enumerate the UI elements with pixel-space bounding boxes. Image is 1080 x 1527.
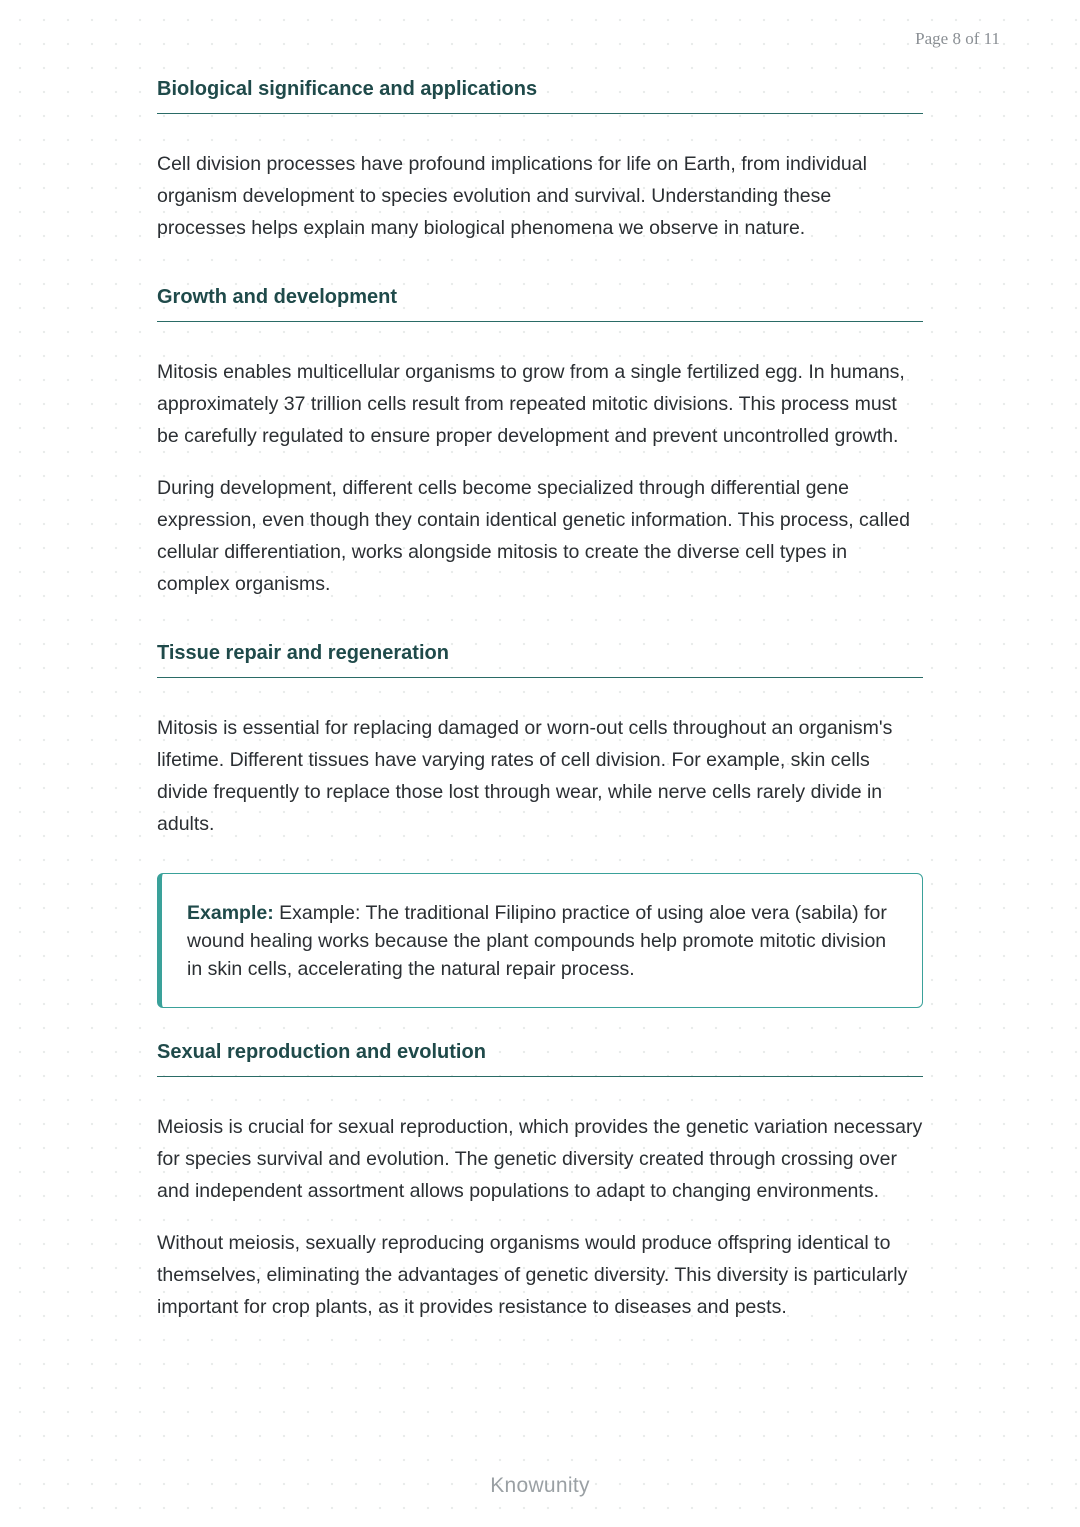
example-label: Example:	[187, 902, 274, 924]
paragraph-cell-division-implications: Cell division processes have profound implications for life on Earth, from individual organism development to species evolution and survival. Understanding these processes helps explain many biological phenomena we observe in nature.	[157, 153, 867, 239]
section-heading-sexual-reproduction: Sexual reproduction and evolution	[157, 1041, 923, 1077]
footer-brand-logo: Knowunity	[490, 1474, 590, 1497]
paragraph-cellular-differentiation: During development, different cells become specialized through differential gene expression, even though they contain identical genetic information. This process, called cellular differentiation, works alongside mitosis to create the diverse cell types in complex organisms.	[157, 477, 910, 595]
example-text	[187, 899, 894, 983]
page-number: Page 8 of 11	[915, 29, 1000, 48]
section-heading-tissue-repair: Tissue repair and regeneration	[157, 642, 923, 678]
paragraph-meiosis-variation: Meiosis is crucial for sexual reproduction, which provides the genetic variation necessary for species survival and evolution. The genetic diversity created through crossing over and independent assortment allows populations to adapt to changing environments.	[157, 1116, 923, 1202]
section-heading-growth-development: Growth and development	[157, 286, 923, 322]
example-callout	[157, 873, 923, 1008]
example-body: Example: The traditional Filipino practice of using aloe vera (sabila) for wound healing works because the plant compounds help promote mitotic division in skin cells, accelerating the natural repair process.	[187, 902, 887, 980]
paragraph-mitosis-growth: Mitosis enables multicellular organisms to grow from a single fertilized egg. In humans, approximately 37 trillion cells result from repeated mitotic divisions. This process must be carefully regulated to ensure proper development and prevent uncontrolled growth.	[157, 361, 905, 447]
paragraph-genetic-diversity: Without meiosis, sexually reproducing organisms would produce offspring identical to themselves, eliminating the advantages of genetic diversity. This diversity is particularly important for crop plants, as it provides resistance to diseases and pests.	[157, 1232, 908, 1318]
section-heading-biological-significance: Biological significance and applications	[157, 78, 923, 114]
paragraph-tissue-repair: Mitosis is essential for replacing damaged or worn-out cells throughout an organism's lifetime. Different tissues have varying rates of cell division. For example, skin cells divide frequently to replace those lost through wear, while nerve cells rarely divide in adults.	[157, 717, 893, 835]
document-content	[157, 78, 923, 1323]
